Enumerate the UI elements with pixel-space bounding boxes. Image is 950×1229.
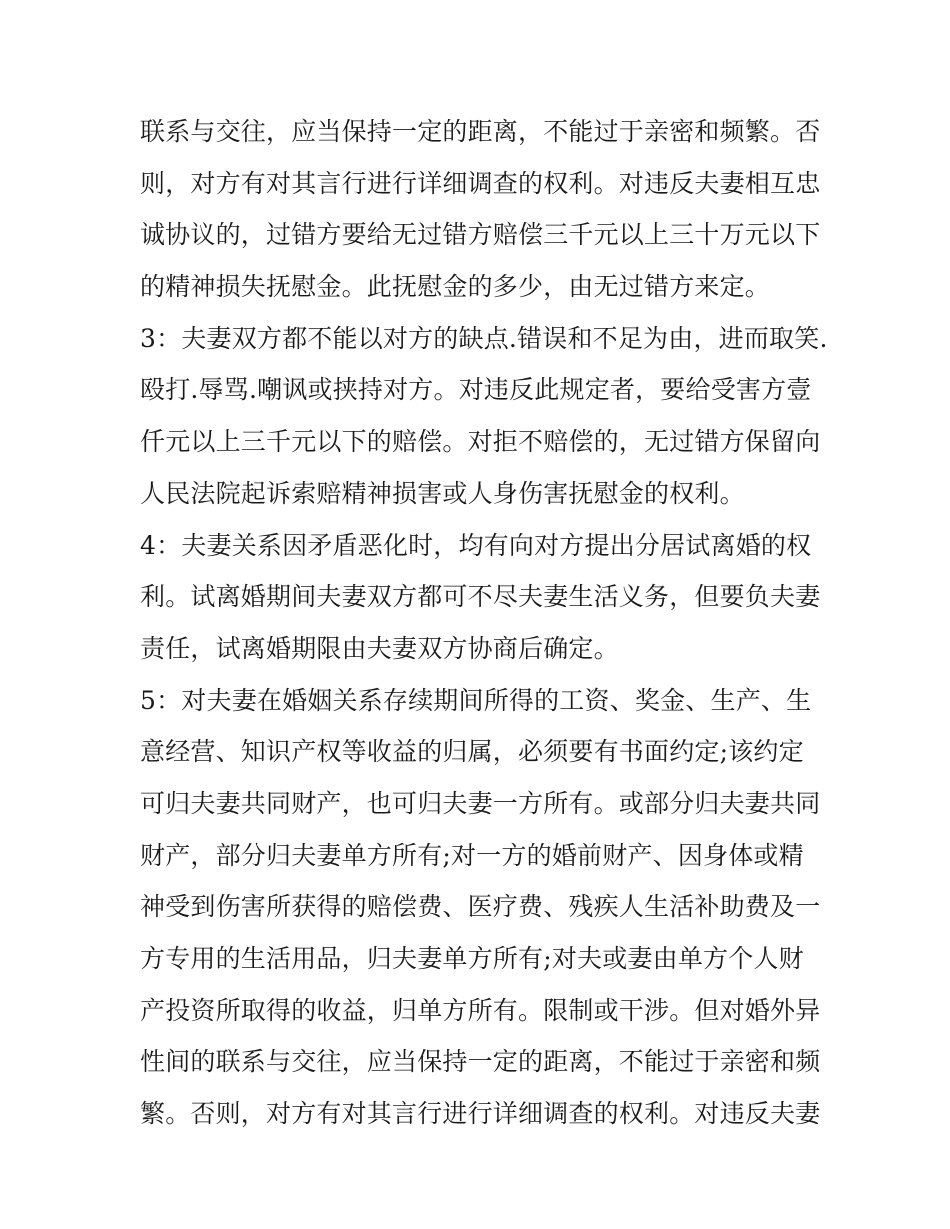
text-line: 产投资所取得的收益，归单方所有。限制或干涉。但对婚外异 — [140, 995, 821, 1025]
text-line: 仟元以上三千元以下的赔偿。对拒不赔偿的，无过错方保留向 — [140, 427, 821, 457]
text-line: 神受到伤害所获得的赔偿费、医疗费、残疾人生活补助费及一 — [140, 892, 821, 922]
text-line: 可归夫妻共同财产，也可归夫妻一方所有。或部分归夫妻共同 — [140, 788, 821, 818]
clause-5-line: 5：对夫妻在婚姻关系存续期间所得的工资、奖金、生产、生 — [140, 685, 812, 715]
clause-3-line: 3：夫妻双方都不能以对方的缺点.错误和不足为由，进而取笑. — [140, 323, 828, 353]
text-line: 诚协议的，过错方要给无过错方赔偿三千元以上三十万元以下 — [140, 220, 821, 250]
text-line: 性间的联系与交往，应当保持一定的距离，不能过于亲密和频 — [140, 1047, 821, 1077]
text-line: 的精神损失抚慰金。此抚慰金的多少，由无过错方来定。 — [140, 272, 771, 302]
text-line: 方专用的生活用品，归夫妻单方所有;对夫或妻由单方个人财 — [140, 944, 804, 973]
text-line: 财产，部分归夫妻单方所有;对一方的婚前财产、因身体或精 — [140, 840, 804, 870]
text-line: 利。试离婚期间夫妻双方都可不尽夫妻生活义务，但要负夫妻 — [140, 582, 821, 612]
text-line: 人民法院起诉索赔精神损害或人身伤害抚慰金的权利。 — [140, 478, 745, 508]
clause-4-line: 4：夫妻关系因矛盾恶化时，均有向对方提出分居试离婚的权 — [140, 530, 812, 560]
text-line: 殴打.辱骂.嘲讽或挟持对方。对违反此规定者，要给受害方壹 — [140, 375, 812, 405]
text-line: 意经营、知识产权等收益的归属，必须要有书面约定;该约定 — [140, 737, 804, 767]
text-line: 责任，试离婚期限由夫妻双方协商后确定。 — [140, 633, 619, 663]
text-line: 繁。否则，对方有对其言行进行详细调查的权利。对违反夫妻 — [140, 1099, 821, 1129]
text-line: 则，对方有对其言行进行详细调查的权利。对违反夫妻相互忠 — [140, 168, 821, 198]
document-body — [140, 106, 828, 1140]
text-line: 联系与交往，应当保持一定的距离，不能过于亲密和频繁。否 — [140, 117, 821, 146]
